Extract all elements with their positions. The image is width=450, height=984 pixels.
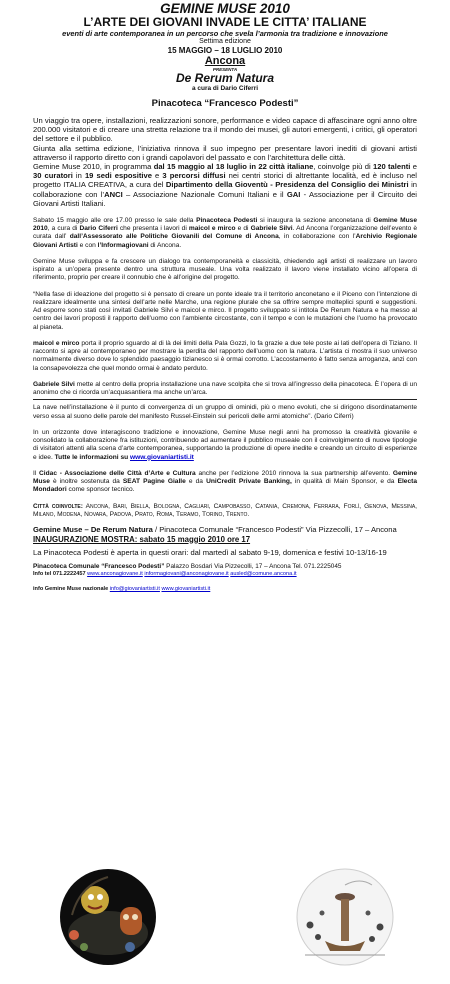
paragraph: Gemine Muse sviluppa e fa crescere un dialogo tra contemporaneità e classicità, chiedendo agli artisti di realizzare un lavoro ispirato a un’opera presente dentro una struttura museale. Una volta realizzato il lavoro viene installato vicino all’opera di riferimento, proprio per creare il connubio che è all’origine del progetto. xyxy=(33,258,417,282)
main-title: GEMINE MUSE 2010 xyxy=(160,1,290,16)
subtitle: L’ARTE DEI GIOVANI INVADE LE CITTA’ ITALIANE xyxy=(83,15,367,29)
contact-line: Pinacoteca Comunale “Francesco Podesti” Palazzo Bosdari Via Pizzecolli, 17 – Ancona Tel. 071.2225045 xyxy=(33,562,342,570)
curator: a cura di Dario Ciferri xyxy=(191,85,259,92)
contact-info: Info tel 071.2222457 www.anconagiovane.it informagiovani@anconagiovane.it ausled@comune.ancona.it xyxy=(33,570,297,577)
detail-block xyxy=(33,217,417,593)
artwork-gabriele-silvi xyxy=(297,869,393,965)
giovaniartisti-link[interactable]: www.giovaniartisti.it xyxy=(129,453,194,461)
dates: 15 MAGGIO – 18 LUGLIO 2010 xyxy=(167,46,283,55)
presenta: PRESENTA xyxy=(212,67,238,72)
paragraph: La nave nell’installazione è il punto di convergenza di un gruppo di ominidi, più o meno evoluti, che si dirigono disordinatamente verso essa al suono delle parole del manifesto Russel-Einstein sui pericoli delle armi atomiche”. (Dario Ciferri) xyxy=(33,404,417,420)
national-info: info Gemine Muse nazionale info@giovaniartisti.it www.giovaniartisti.it xyxy=(33,585,211,592)
paragraph-quote: “Nella fase di ideazione del progetto si è pensato di creare un ponte ideale tra il territorio anconetano e il Piceno con l’intenzione di realizzare idealmente una sintesi dell’arte nelle Marche, una regione plurale che sa offrire sempre molteplici spunti e suggestioni. Ad esporre sono stati così invitati Gabriele Silvi e maicol e mirco. Il progetto sviluppato si intitola De Rerum Natura e ha messo al centro dei lavori proposti il rapporto dell’uomo con l’ambiente circostante, con il tempo e con le mutazioni che l’uomo ha provocato al pianeta. xyxy=(33,290,417,331)
paragraph: Gemine Muse 2010, in programma dal 15 maggio al 18 luglio in 22 città italiane, coinvolge più di 120 talenti e 30 curatori in 19 sedi espositive e 3 percorsi diffusi nei centri storici di altrettante località, ed è incluso nel progetto ITALIA CREATIVA, a cura del Dipartimento della Gioventù - Presidenza del Consiglio dei Ministri in collaborazione con l’ANCI – Associazione Nazionale Comuni Italiani e il GAI - Associazione per il Circuito dei Giovani Artisti Italiani. xyxy=(33,162,417,208)
artwork-images xyxy=(0,855,450,980)
paragraph: In un orizzonte dove interagiscono tradizione e innovazione, Gemine Muse negli anni ha promosso la creatività giovanile e consolidato la collaborazione fra istituzioni, contribuendo ad aumentare il pubblico museale con il coinvolgimento di nuove tipologie di visitatori attenti alla scena d’arte contemporanea, supportando la produzione di opere inedite e creando un circuito di esperienze e idee. Tutte le informazioni su www.giovaniartisti.it xyxy=(33,429,417,461)
footer-venue: Gemine Muse – De Rerum Natura / Pinacoteca Comunale “Francesco Podesti” Via Pizzecolli, 17 – Ancona xyxy=(33,525,397,535)
paragraph: Il Cidac - Associazione delle Città d’Arte e Cultura anche per l’edizione 2010 rinnova la sua partnership all’evento. Gemine Muse è inoltre sostenuta da SEAT Pagine Gialle e da UniCredit Private Banking, in qualità di Main Sponsor, e da Electa Mondadori come sponsor tecnico. xyxy=(33,470,418,494)
divider xyxy=(33,399,417,400)
anconagiovane-link[interactable]: www.anconagiovane.it xyxy=(87,570,143,577)
cities-list: Città coinvolte: Ancona, Bari, Biella, Bologna, Cagliari, Campobasso, Catania, Cremona, Ferrara, Forlì, Genova, Messina, Milano, Modena, Novara, Padova, Prato, Roma, Teramo, Torino, Trento. xyxy=(33,502,417,519)
ausled-email-link[interactable]: ausled@comune.ancona.it xyxy=(230,570,297,577)
tagline: eventi di arte contemporanea in un percorso che svela l’armonia tra tradizione e innovazione xyxy=(62,29,388,38)
paragraph: Un viaggio tra opere, installazioni, realizzazioni sonore, performance e video capace di affascinare ogni anno oltre 200.000 visitatori e di creare una stretta relazione tra il mondo dei musei, gli autori emergenti, i critici, gli operatori del settore e il pubblico. xyxy=(33,116,417,144)
paragraph: Gabriele Silvi mette al centro della propria installazione una nave scolpita che si trova all’ingresso della pinacoteca. È l’opera di un anonimo che ci ricorda un’acquasantiera ma anche un’arca. xyxy=(33,381,418,397)
info-email-link[interactable]: info@giovaniartisti.it xyxy=(109,585,160,592)
artwork-maicol-e-mirco xyxy=(60,869,156,965)
header xyxy=(0,2,450,110)
opening-hours: La Pinacoteca Podesti è aperta in questi orari: dal martedì al sabato 9-19, domenica e festivi 10-13/16-19 xyxy=(33,547,387,557)
venue: Pinacoteca “Francesco Podesti” xyxy=(151,98,299,109)
paragraph: maicol e mirco porta il proprio sguardo al di là dei limiti della Pala Gozzi, lo fa grazie a due tele poste ai lati dell’opera di Tiziano. Il racconto si apre al contemporaneo per mostrare la perdita del rapporto dell’uomo con la natura. L’artista ci mostra il suo universo normalmente diverso dove lo splendido paesaggio tizianesco si è ormai corrotto. L’accostamento è fatto senza arroganza, anzi con la consapevolezza che quel mondo ormai è andato perduto. xyxy=(33,340,417,372)
informagiovani-email-link[interactable]: informagiovani@anconagiovane.it xyxy=(144,570,229,577)
paragraph-inauguration: Sabato 15 maggio alle ore 17.00 presso le sale della Pinacoteca Podesti si inaugura la sezione anconetana di Gemine Muse 2010, a cura di Dario Ciferri che presenta i lavori di maicol e mirco e di Gabriele Silvi. Ad Ancona l’organizzazione dell’evento è curata dall’ dall’Assessorato alle Politiche Giovanili del Comune di Ancona, in collaborazione con l’Archivio Regionale Giovani Artisti e con l’Informagiovani di Ancona. xyxy=(33,217,418,249)
paragraph: Giunta alla settima edizione, l’iniziativa rinnova il suo impegno per presentare lavori inediti di giovani artisti attraverso il rapporto diretto con i grandi capolavori del passato e con l’architettura delle città. xyxy=(33,143,417,162)
giovaniartisti-footer-link[interactable]: www.giovaniartisti.it xyxy=(161,585,211,592)
edition: Settima edizione xyxy=(199,38,251,45)
intro-block xyxy=(33,116,417,208)
city: Ancona xyxy=(204,55,246,67)
show-title: De Rerum Natura xyxy=(175,71,275,85)
inauguration-line: INAUGURAZIONE MOSTRA: sabato 15 maggio 2010 ore 17 xyxy=(33,534,251,544)
